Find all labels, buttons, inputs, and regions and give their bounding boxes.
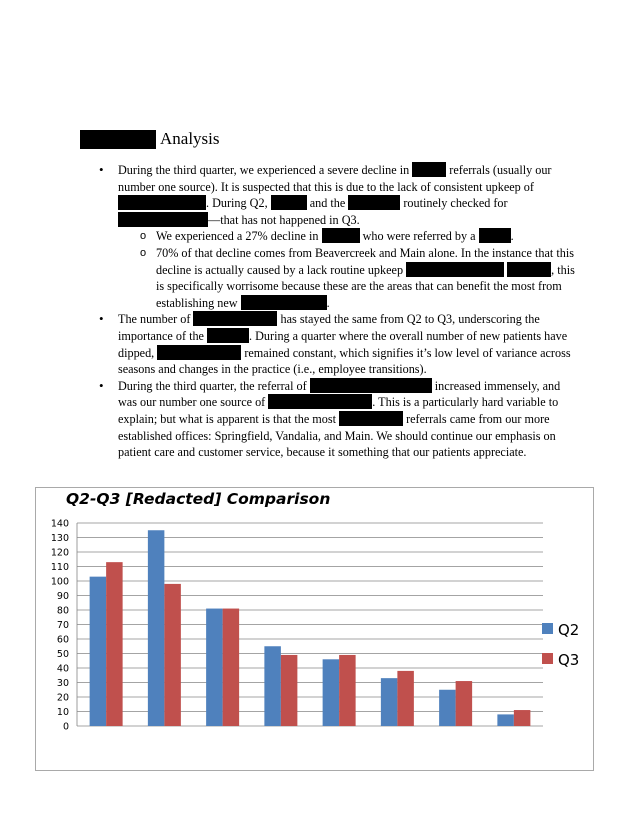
text-run: referrals came from our more established offices: Springfield, Vandalia, and Main. We should continue our emphasis on patient care and customer service, because it something that our patients appreciate.: [118, 411, 556, 460]
text-run: referrals (usually our number one source). It is suspected that this is due to the lack of consistent upkeep of: [118, 163, 552, 194]
legend-swatch: [542, 653, 553, 664]
bullet-dot-icon: •: [99, 311, 104, 327]
text-run: who were referred by a: [359, 229, 479, 244]
section-heading-text: Analysis: [160, 129, 220, 148]
bar-q3: [281, 655, 298, 726]
legend-swatch: [542, 623, 553, 634]
y-tick-label: 50: [56, 649, 69, 660]
legend-label: Q3: [558, 651, 580, 669]
bar-q2: [323, 659, 340, 726]
y-tick-label: 60: [56, 634, 69, 646]
legend-label: Q2: [558, 621, 580, 639]
text-run: , this is specifically worrisome because these are the areas that can benefit the most from establishing new: [156, 262, 575, 310]
y-tick-label: 120: [50, 547, 69, 559]
y-tick-label: 90: [56, 591, 69, 602]
bar-q2: [264, 646, 281, 726]
text-run: During the third quarter, we experienced a severe decline in: [118, 163, 413, 177]
y-tick-label: 80: [56, 605, 69, 617]
bullet-dot-icon: •: [99, 162, 104, 177]
bar-q2: [439, 690, 456, 726]
bar-q3: [397, 671, 414, 726]
bar-q2: [206, 609, 223, 726]
text-run: and the: [306, 196, 349, 211]
y-tick-label: 110: [50, 562, 69, 573]
text-run: . During a quarter where the overall number of new patients have dipped,: [118, 328, 568, 360]
bullet-dot-icon: •: [99, 377, 104, 393]
sub-bullet-circle-icon: o: [140, 246, 147, 259]
text-run: —that has not happened in Q3.: [208, 212, 360, 227]
bar-q3: [456, 681, 473, 726]
y-tick-label: 100: [50, 576, 69, 588]
y-tick-label: 130: [50, 533, 69, 544]
bar-q3: [106, 562, 123, 726]
text-run: remained constant, which signifies it’s low level of variance across seasons and changes in the practice (i.e., employee transitions).: [118, 345, 571, 377]
y-tick-label: 10: [56, 707, 69, 718]
y-tick-label: 40: [56, 663, 69, 675]
y-tick-label: 0: [62, 721, 69, 733]
text-run: During the third quarter, the referral of: [118, 378, 310, 393]
bar-q2: [497, 714, 514, 726]
text-run: increased immensely, and was our number one source of: [118, 378, 561, 410]
chart-title: Q2-Q3 [Redacted] Comparison: [66, 490, 331, 508]
text-run: .: [510, 229, 514, 244]
bar-q3: [164, 584, 181, 726]
text-run: We experienced a 27% decline in: [156, 229, 322, 244]
sub-bullet-circle-icon: o: [140, 230, 147, 243]
y-tick-label: 70: [56, 620, 69, 631]
text-run: .: [326, 295, 330, 310]
text-run: . During Q2,: [206, 196, 271, 211]
bar-q2: [381, 678, 398, 726]
text-run: . This is a particularly hard variable to explain; but what is apparent is that the most: [118, 395, 559, 426]
bar-q3: [339, 655, 356, 726]
text-run: The number of: [118, 312, 194, 327]
text-run: has stayed the same from Q2 to Q3, underscoring the importance of the: [118, 312, 540, 343]
text-run: routinely checked for: [400, 196, 508, 211]
bar-q3: [223, 609, 240, 726]
text-run: 70% of that decline comes from Beavercreek and Main alone. In the instance that this decline is actually caused by a lack routine upkeep: [156, 245, 574, 277]
bar-q2: [148, 530, 165, 726]
y-tick-label: 140: [50, 518, 69, 530]
y-tick-label: 20: [56, 692, 69, 704]
y-tick-label: 30: [56, 678, 69, 689]
bar-q2: [90, 577, 107, 726]
bar-q3: [514, 710, 531, 726]
